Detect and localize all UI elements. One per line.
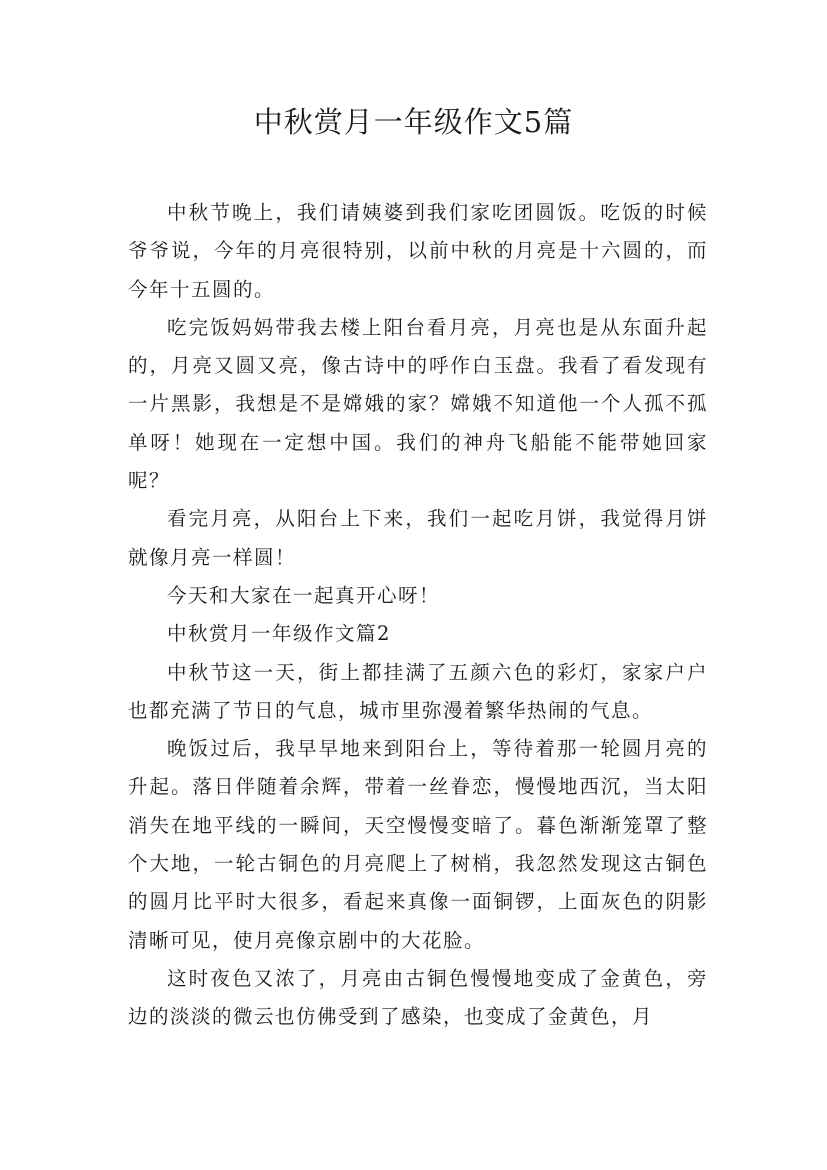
paragraph: 吃完饭妈妈带我去楼上阳台看月亮，月亮也是从东面升起的，月亮又圆又亮，像古诗中的呼作白玉盘。我看了看发现有一片黑影，我想是不是嫦娥的家？嫦娥不知道他一个人孤不孤单呀！她现在一定想中国。我们的神舟飞船能不能带她回家呢？: [128, 315, 708, 493]
paragraph: 中秋节晚上，我们请姨婆到我们家吃团圆饭。吃饭的时候爷爷说，今年的月亮很特别，以前中秋的月亮是十六圆的，而今年十五圆的。: [128, 201, 708, 301]
paragraph: 中秋节这一天，街上都挂满了五颜六色的彩灯，家家户户也都充满了节日的气息，城市里弥漫着繁华热闹的气息。: [128, 660, 708, 722]
document-body: [128, 194, 708, 1037]
paragraph: 晚饭过后，我早早地来到阳台上，等待着那一轮圆月亮的升起。落日伴随着余辉，带着一丝眷恋，慢慢地西沉，当太阳消失在地平线的一瞬间，天空慢慢变暗了。暮色渐渐笼罩了整个大地，一轮古铜色的月亮爬上了树梢，我忽然发现这古铜色的圆月比平时大很多，看起来真像一面铜锣，上面灰色的阴影清晰可见，使月亮像京剧中的大花脸。: [128, 737, 708, 952]
paragraph: 看完月亮，从阳台上下来，我们一起吃月饼，我觉得月饼就像月亮一样圆！: [128, 507, 708, 569]
section-heading: 中秋赏月一年级作文篇2: [167, 622, 391, 646]
paragraph: 这时夜色又浓了，月亮由古铜色慢慢地变成了金黄色，旁边的淡淡的微云也仿佛受到了感染，也变成了金黄色，月: [128, 966, 708, 1029]
document-title: 中秋赏月一年级作文5篇: [253, 105, 574, 139]
paragraph: 今天和大家在一起真开心呀！: [167, 583, 441, 607]
